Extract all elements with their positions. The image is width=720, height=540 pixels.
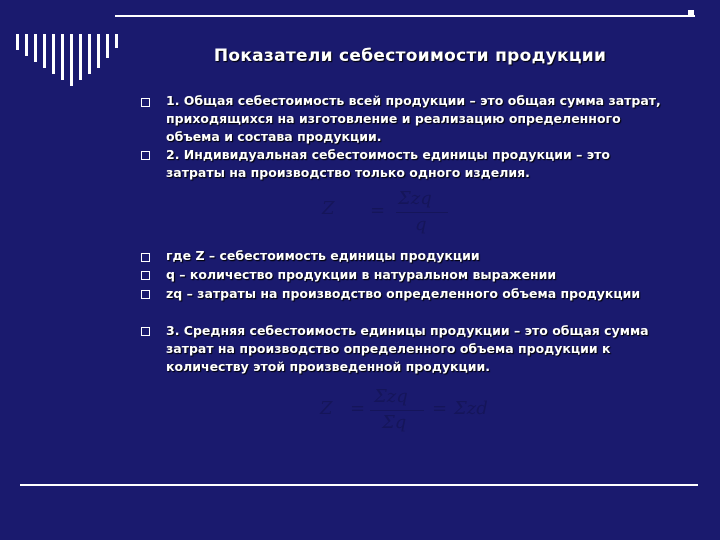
list-item: zq – затраты на производство определенного объема продукции xyxy=(166,286,641,301)
bullet-square-icon xyxy=(141,327,150,336)
formula2-denominator: Σq xyxy=(382,412,407,433)
list-item: 3. Средняя себестоимость единицы продукции – это общая сумма затрат на производство определенного объема продукции к количеству этой произведенной продукции. xyxy=(166,323,649,374)
bullet-square-icon xyxy=(141,271,150,280)
formula1-lhs: Z xyxy=(322,198,335,219)
list-item: где Z – себестоимость единицы продукции xyxy=(166,248,480,263)
bullet-square-icon xyxy=(141,253,150,262)
bottom-decorative-line xyxy=(20,484,698,486)
bullet-square-icon xyxy=(141,290,150,299)
formula2-equals-2: = xyxy=(432,398,448,419)
decorative-bar xyxy=(43,34,46,68)
decorative-bar xyxy=(70,34,73,86)
decorative-bars xyxy=(16,34,126,94)
list-item: 2. Индивидуальная себестоимость единицы продукции – это затраты на производство только одного изделия. xyxy=(166,147,610,180)
list-item: 1. Общая себестоимость всей продукции – это общая сумма затрат, приходящихся на изготовление и реализацию определенного объема и состава продукции. xyxy=(166,93,661,144)
formula1-fraction-line xyxy=(396,212,448,213)
decorative-bar xyxy=(79,34,82,80)
decorative-bar xyxy=(115,34,118,48)
decorative-bar xyxy=(61,34,64,80)
formula1-denominator: q xyxy=(415,214,427,235)
decorative-bar xyxy=(88,34,91,74)
formula2-lhs: Z xyxy=(320,398,333,419)
formula2-fraction-line xyxy=(370,410,424,411)
slide-title: Показатели себестоимости продукции xyxy=(213,46,607,66)
formula1-equals: = xyxy=(370,200,386,221)
decorative-bar xyxy=(52,34,55,74)
decorative-bar xyxy=(106,34,109,58)
formula2-rhs: Σzd xyxy=(454,398,488,419)
bullet-square-icon xyxy=(141,151,150,160)
top-decorative-square xyxy=(688,10,694,16)
top-decorative-line xyxy=(115,15,695,17)
formula1-numerator: Σzq xyxy=(398,188,432,209)
formula2-equals: = xyxy=(350,398,366,419)
list-item: q – количество продукции в натуральном выражении xyxy=(166,267,557,282)
bullet-square-icon xyxy=(141,98,150,107)
decorative-bar xyxy=(34,34,37,62)
decorative-bar xyxy=(97,34,100,68)
decorative-bar xyxy=(25,34,28,56)
formula2-numerator: Σzq xyxy=(374,386,408,407)
decorative-bar xyxy=(16,34,19,50)
